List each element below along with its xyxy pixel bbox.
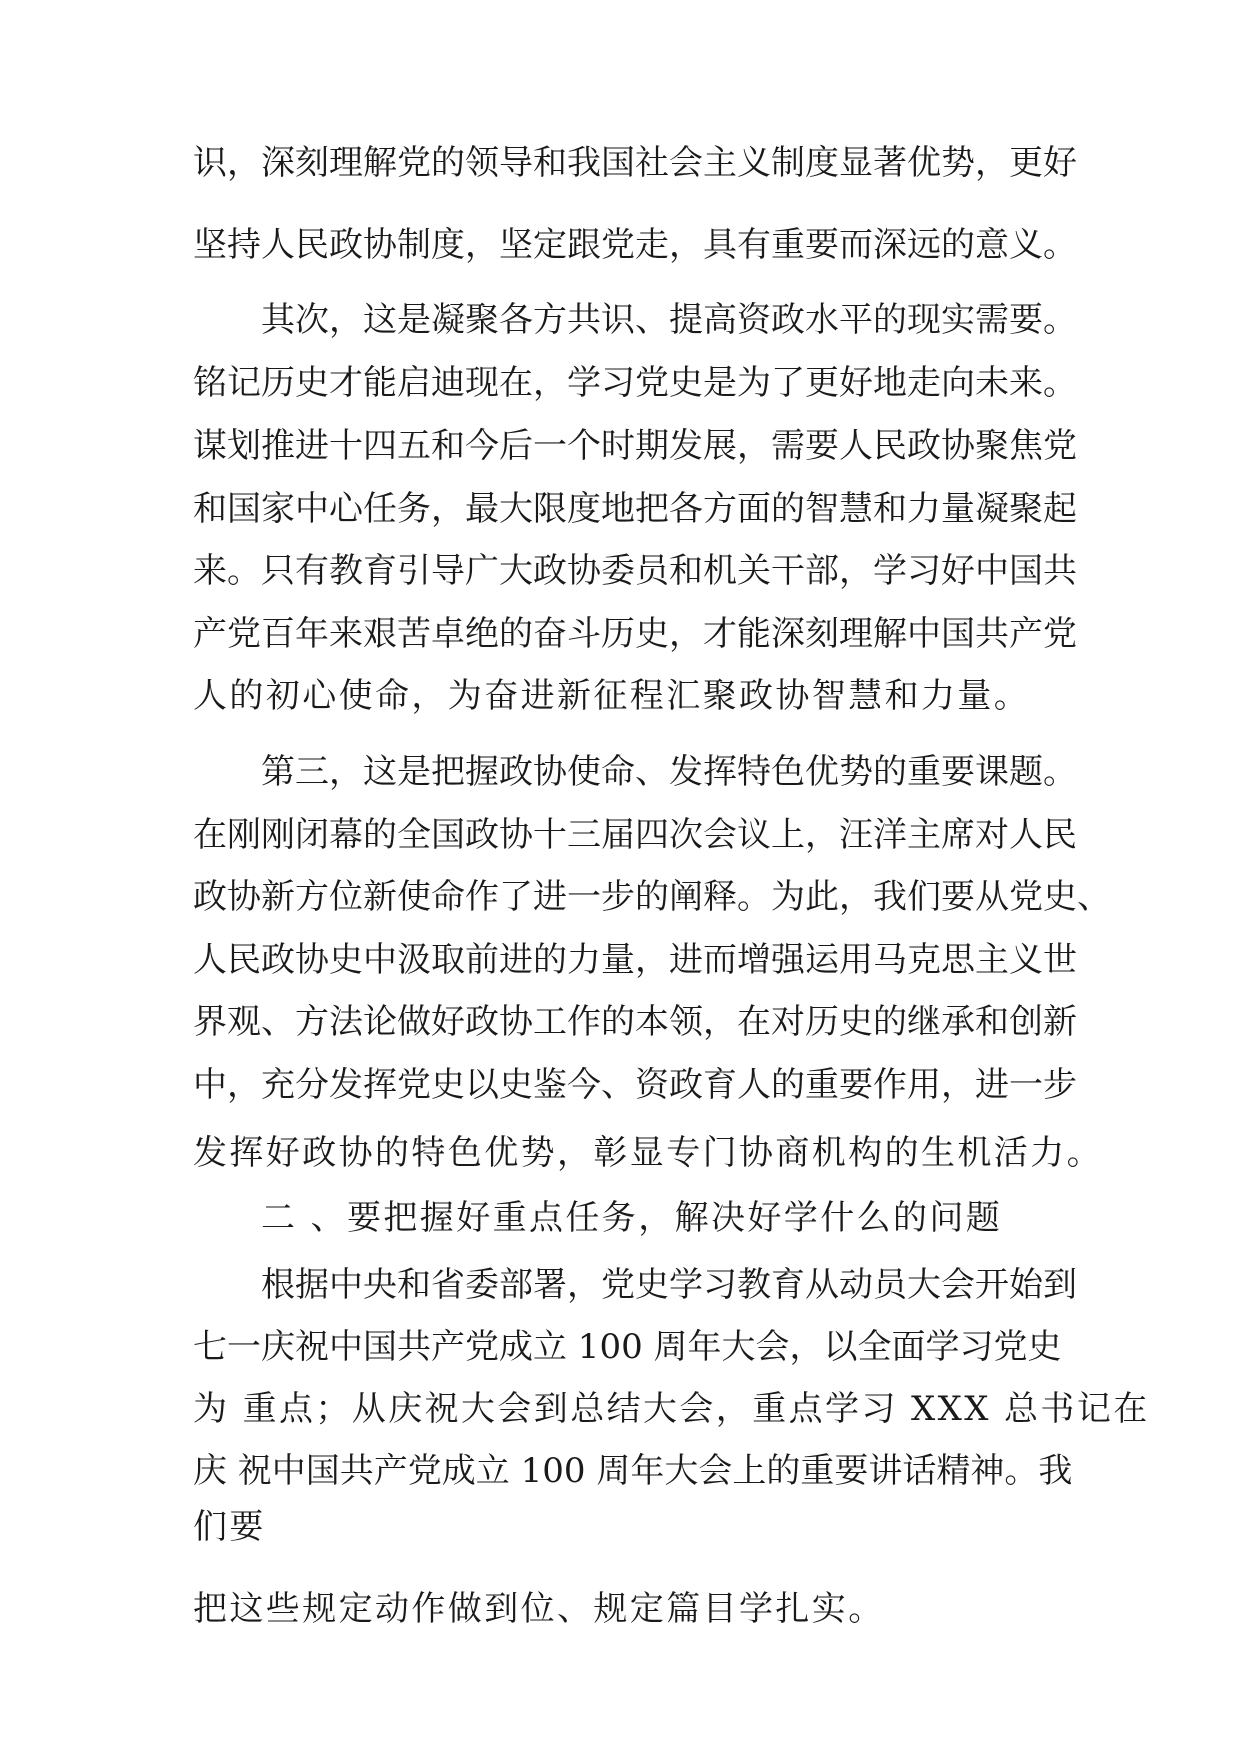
text-line: 和国家中心任务，最大限度地把各方面的智慧和力量凝聚起	[193, 489, 1077, 529]
text-line: 产党百年来艰苦卓绝的奋斗历史，才能深刻理解中国共产党	[193, 614, 1077, 654]
text-line: 中，充分发挥党史以史鉴今、资政育人的重要作用，进一步	[193, 1065, 1077, 1105]
text-line: 七一庆祝中国共产党成立 100 周年大会，以全面学习党史	[193, 1327, 1062, 1367]
text-line: 们要	[193, 1507, 266, 1547]
text-line: 铭记历史才能启迪现在，学习党史是为了更好地走向未来。	[193, 363, 1077, 403]
text-line: 人民政协史中汲取前进的力量，进而增强运用马克思主义世	[193, 940, 1077, 980]
section-heading: 二 、要把握好重点任务，解决好学什么的问题	[261, 1198, 1003, 1238]
text-line: 把这些规定动作做到位、规定篇目学扎实。	[193, 1589, 885, 1629]
text-line: 政协新方位新使命作了进一步的阐释。为此，我们要从党史、	[193, 877, 1111, 917]
text-line: 谋划推进十四五和今后一个时期发展，需要人民政协聚焦党	[193, 426, 1077, 466]
text-line: 庆 祝中国共产党成立 100 周年大会上的重要讲话精神。我	[193, 1451, 1073, 1491]
text-line: 来。只有教育引导广大政协委员和机关干部，学习好中国共	[193, 551, 1077, 591]
text-line: 坚持人民政协制度，坚定跟党走，具有重要而深远的意义。	[193, 225, 1077, 265]
text-line: 人的初心使命，为奋进新征程汇聚政协智慧和力量。	[193, 676, 1031, 716]
text-line: 识，深刻理解党的领导和我国社会主义制度显著优势，更好	[193, 143, 1077, 183]
paragraph-start-line: 其次，这是凝聚各方共识、提高资政水平的现实需要。	[261, 300, 1077, 340]
text-line: 为 重点；从庆祝大会到总结大会，重点学习 XXX 总书记在	[193, 1389, 1150, 1429]
text-line: 界观、方法论做好政协工作的本领，在对历史的继承和创新	[193, 1002, 1077, 1042]
text-line: 在刚刚闭幕的全国政协十三届四次会议上，汪洋主席对人民	[193, 815, 1077, 855]
paragraph-start-line: 根据中央和省委部署，党史学习教育从动员大会开始到	[261, 1265, 1077, 1305]
paragraph-start-line: 第三，这是把握政协使命、发挥特色优势的重要课题。	[261, 752, 1077, 792]
text-line: 发挥好政协的特色优势，彰显专门协商机构的生机活力。	[193, 1133, 1103, 1173]
